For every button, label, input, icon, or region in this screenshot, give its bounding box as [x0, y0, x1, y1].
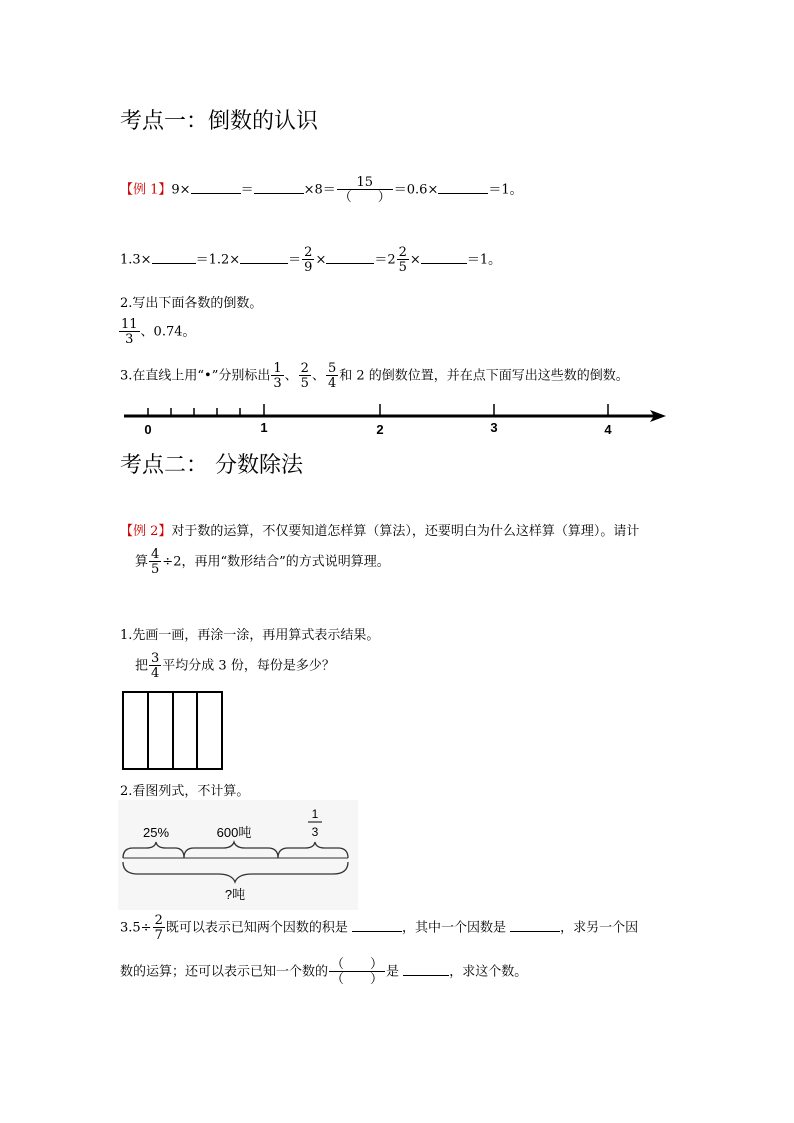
text: 、 [284, 368, 298, 384]
fraction [326, 362, 338, 390]
segment-label: 25% [142, 825, 170, 840]
denominator: （ ） [331, 972, 384, 987]
denominator: 4 [151, 666, 160, 681]
question-3 [120, 362, 629, 390]
text: 、0.74。 [140, 324, 196, 340]
text: × [315, 252, 327, 268]
question-1-prompt [135, 652, 335, 680]
text: × [409, 252, 421, 268]
segment-label: 600吨 [216, 825, 252, 840]
tick-label: 2 [376, 422, 384, 437]
denominator: 7 [154, 928, 163, 943]
text: ÷2，再用“数形结合”的方式说明算理。 [162, 554, 390, 570]
text: ＝ [288, 252, 302, 268]
fraction [149, 652, 161, 680]
text: 数的运算；还可以表示已知一个数的 [120, 964, 329, 980]
example-label: 【例 1】 [120, 182, 172, 198]
denominator: 3 [273, 376, 282, 391]
numerator: （ ） [331, 957, 384, 972]
segment-label-numerator: 1 [311, 807, 319, 821]
question-3 [120, 914, 638, 942]
text: 3.5÷ [120, 920, 152, 936]
question-2-numbers [118, 318, 196, 346]
text: ×8＝ [303, 182, 336, 198]
denominator: 5 [151, 562, 160, 577]
answer-blank[interactable] [191, 181, 241, 194]
text: 算 [135, 554, 149, 570]
fraction [299, 362, 311, 390]
fraction [119, 318, 140, 346]
fraction [153, 914, 165, 942]
denominator: 5 [300, 376, 309, 391]
numerator: 2 [154, 913, 163, 928]
numerator: 3 [151, 651, 160, 666]
answer-blank[interactable] [326, 251, 374, 264]
text: 3.在直线上用“•”分别标出 [120, 368, 271, 384]
numerator: 1 [273, 361, 282, 376]
fraction [302, 246, 314, 274]
text: ＝0.6× [393, 182, 439, 198]
question-1: 1.先画一画，再涂一涂，再用算式表示结果。 [120, 628, 380, 643]
tick-label: 4 [604, 422, 612, 437]
answer-blank[interactable] [403, 963, 449, 976]
answer-blank[interactable] [152, 251, 196, 264]
denominator: 3 [125, 332, 134, 347]
answer-blank[interactable] [254, 181, 304, 194]
text: 、 [311, 368, 325, 384]
text: 平均分成 3 份，每份是多少？ [162, 658, 335, 674]
denominator: 9 [304, 260, 313, 275]
text: 和 2 的倒数位置，并在点下面写出这些数的倒数。 [339, 368, 629, 384]
numerator: 2 [398, 245, 407, 260]
tick-label: 0 [144, 422, 152, 437]
example-2-line-2 [135, 548, 390, 576]
example-label: 【例 2】 [120, 524, 172, 539]
question-2: 2.看图列式，不计算。 [120, 784, 250, 799]
section-title: 考点一：倒数的认识 [120, 109, 319, 134]
tick-label: 3 [490, 420, 498, 435]
text: 把 [135, 658, 149, 674]
numerator: 11 [121, 317, 138, 332]
text: ＝1.2× [195, 252, 241, 268]
text: ＝ [240, 182, 254, 198]
fraction [397, 246, 409, 274]
numerator: 15 [337, 176, 393, 190]
fraction [271, 362, 283, 390]
tick-label: 1 [260, 420, 268, 435]
text: ＝1。 [488, 182, 523, 198]
fraction-blank[interactable] [329, 958, 385, 986]
answer-blank[interactable] [438, 181, 488, 194]
numerator: 4 [151, 547, 160, 562]
text: 是 [386, 964, 400, 980]
numerator: 2 [300, 361, 309, 376]
text: 1.3× [120, 252, 152, 268]
number-line [118, 398, 670, 438]
question-2: 2.写出下面各数的倒数。 [120, 296, 263, 311]
answer-blank[interactable] [510, 919, 560, 932]
answer-blank[interactable] [240, 251, 288, 264]
text: 9× [171, 182, 191, 198]
text: 既可以表示已知两个因数的积是 [165, 920, 348, 936]
numerator: 2 [304, 245, 313, 260]
rectangle-diagram [122, 691, 224, 771]
fraction [149, 548, 161, 576]
text: ＝2 [374, 252, 396, 268]
text: ＝1。 [466, 252, 502, 268]
denominator: （ ） [338, 190, 391, 205]
fraction [337, 176, 393, 204]
question-1 [120, 246, 501, 274]
section-title: 考点二： 分数除法 [120, 453, 303, 478]
text: ，其中一个因数是 [402, 920, 507, 936]
bracket-diagram [118, 800, 358, 910]
text: ，求另一个因 [560, 920, 639, 936]
denominator: 4 [327, 376, 337, 391]
example-2 [120, 520, 639, 539]
total-label: ?吨 [224, 887, 246, 902]
numerator: 5 [327, 361, 337, 376]
answer-blank[interactable] [352, 919, 402, 932]
text: ，求这个数。 [449, 964, 528, 980]
answer-blank[interactable] [421, 251, 467, 264]
denominator: 5 [398, 260, 407, 275]
text: 对于数的运算，不仅要知道怎样算（算法），还要明白为什么这样算（算理）。请计 [171, 524, 640, 539]
segment-label-denominator: 3 [311, 825, 319, 839]
question-3-line-2 [120, 958, 527, 986]
example-1 [120, 176, 523, 204]
